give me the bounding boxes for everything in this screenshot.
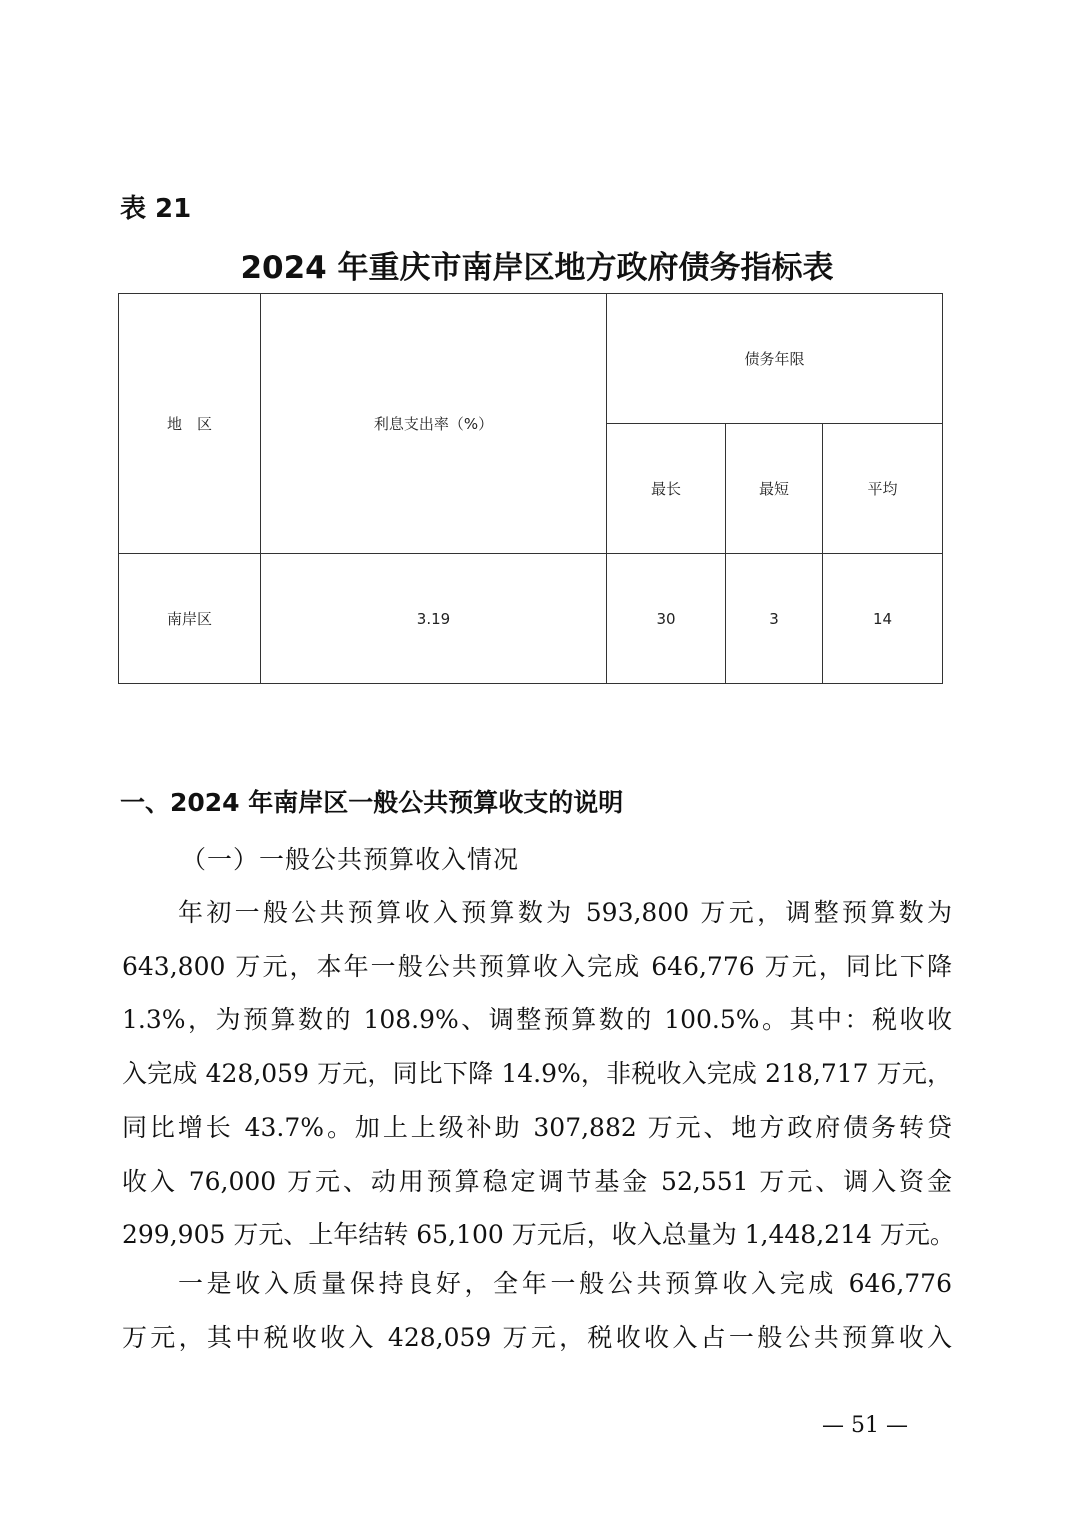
section-heading: 一、2024 年南岸区一般公共预算收支的说明 [120,788,624,817]
header-average: 平均 [823,424,943,554]
paragraph-revenue-quality [122,1257,952,1364]
table-label: 表 21 [120,194,192,224]
paragraph-line: 万元，其中税收收入 428,059 万元，税收收入占一般公共预算收入 [122,1322,952,1352]
header-shortest: 最短 [726,424,823,554]
table-row [119,554,943,684]
cell-average: 14 [823,554,943,684]
paragraph-line: 收入 76,000 万元、动用预算稳定调节基金 52,551 万元、调入资金 [122,1166,952,1196]
paragraph-line: 一是收入质量保持良好，全年一般公共预算收入完成 646,776 [178,1269,952,1298]
paragraph-line: 1.3%，为预算数的 108.9%、调整预算数的 100.5%。其中：税收收 [122,1005,952,1035]
paragraph-line: 643,800 万元，本年一般公共预算收入完成 646,776 万元，同比下降 [122,951,952,981]
paragraph-line: 入完成 428,059 万元，同比下降 14.9%，非税收入完成 218,717 万元， [122,1059,952,1089]
cell-shortest: 3 [726,554,823,684]
header-interest-rate: 利息支出率（%） [261,294,607,554]
paragraph-line: 同比增长 43.7%。加上上级补助 307,882 万元、地方政府债务转贷 [122,1112,952,1142]
cell-region: 南岸区 [119,554,261,684]
header-region: 地 区 [119,294,261,554]
table-title: 2024 年重庆市南岸区地方政府债务指标表 [240,250,834,286]
header-debt-term: 债务年限 [607,294,943,424]
debt-indicator-table [118,293,943,684]
cell-interest-rate: 3.19 [261,554,607,684]
cell-longest: 30 [607,554,726,684]
sub-heading: （一）一般公共预算收入情况 [181,845,520,874]
table-header-row-1 [119,294,943,424]
header-longest: 最长 [607,424,726,554]
paragraph-line: 年初一般公共预算收入预算数为 593,800 万元，调整预算数为 [178,898,952,927]
page-number: — 51 — [822,1413,908,1438]
paragraph-revenue-overview [122,886,955,1262]
paragraph-line: 299,905 万元、上年结转 65,100 万元后，收入总量为 1,448,214 万元。 [122,1220,955,1250]
